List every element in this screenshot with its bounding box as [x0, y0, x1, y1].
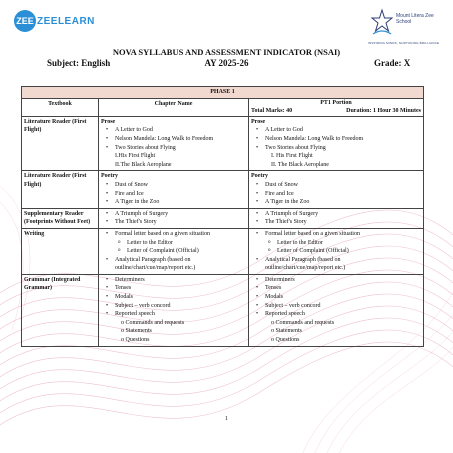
- list-item: I.His First Flight: [115, 153, 156, 160]
- portion-cell: [249, 171, 424, 208]
- textbook-column-header: Textbook: [22, 98, 99, 116]
- portion-cell: [249, 208, 424, 228]
- chapter-list: [101, 230, 246, 273]
- total-marks: Total Marks: 40: [251, 108, 293, 115]
- portion-cell: [249, 274, 424, 346]
- list-item: o Questions: [121, 337, 150, 344]
- list-item: o Letter of Complaint (Official): [251, 247, 421, 256]
- zeelearn-logo-text: ZEELEARN: [37, 15, 95, 27]
- list-item: • A Tiger in the Zoo: [251, 198, 421, 207]
- category-label: Prose: [251, 118, 266, 125]
- list-item: • Dust of Snow: [101, 181, 246, 190]
- list-item: • Modals: [251, 293, 421, 302]
- table-row: [22, 171, 424, 208]
- list-item: • Fire and Ice: [251, 190, 421, 199]
- list-item: • Determiners: [251, 276, 421, 285]
- list-item: • The Thief's Story: [101, 218, 246, 227]
- chapter-list: [101, 210, 246, 227]
- textbook-cell: Literature Reader (First Flight): [22, 116, 99, 171]
- list-item: • The Thief's Story: [251, 218, 421, 227]
- list-item: • Subject – verb concord: [101, 302, 246, 311]
- portion-title: PT1 Portion: [320, 99, 352, 106]
- textbook-cell: Literature Reader (First Flight): [22, 171, 99, 208]
- portion-meta: [251, 107, 421, 116]
- list-item: • Reported speech: [101, 310, 246, 319]
- list-item: I. His First Flight: [271, 153, 313, 160]
- list-item: outline/chart/cue/map/report etc.): [115, 265, 196, 272]
- chapter-list: [101, 276, 246, 345]
- list-item: o Statements: [121, 328, 152, 335]
- list-item: • A Triumph of Surgery: [251, 210, 421, 219]
- list-item: II.The Black Aeroplane: [115, 161, 172, 168]
- school-tagline: INSPIRING MINDS, NURTURING BRILLIANCE: [368, 41, 440, 45]
- chapter-list: [101, 181, 246, 207]
- list-item: • Modals: [101, 293, 246, 302]
- list-item: • Reported speech: [251, 310, 421, 319]
- page-number: 1: [225, 416, 228, 422]
- table-body: [22, 116, 424, 346]
- portion-column-header: [249, 98, 424, 116]
- portion-cell: [249, 228, 424, 274]
- star-emblem-icon: [370, 8, 394, 38]
- list-item: o Commands and requests: [121, 319, 185, 326]
- list-item: • Analytical Paragraph (based on: [251, 256, 421, 265]
- chapter-column-header: Chapter Name: [99, 98, 249, 116]
- list-item: • Tenses: [101, 284, 246, 293]
- table-row: [22, 208, 424, 228]
- phase-label: PHASE 1: [22, 87, 424, 99]
- list-item: • Fire and Ice: [101, 190, 246, 199]
- school-logo: [366, 8, 440, 48]
- chapter-list: [101, 126, 246, 169]
- zee-badge-icon: ZEE: [14, 10, 36, 32]
- list-item: o Statements: [271, 328, 302, 335]
- list-item: • Two Stories about Flying: [251, 144, 421, 153]
- portion-list: [251, 210, 421, 227]
- list-item: • Dust of Snow: [251, 181, 421, 190]
- list-item: • A Tiger in the Zoo: [101, 198, 246, 207]
- category-label: Poetry: [251, 173, 268, 180]
- portion-cell: [249, 116, 424, 171]
- textbook-cell: Grammar (Integrated Grammar): [22, 274, 99, 346]
- list-item: • Subject – verb concord: [251, 302, 421, 311]
- list-item: o Questions: [271, 337, 300, 344]
- textbook-cell: Writing: [22, 228, 99, 274]
- chapter-cell: [99, 228, 249, 274]
- list-item: • Two Stories about Flying: [101, 144, 246, 153]
- portion-list: [251, 181, 421, 207]
- list-item: • A Letter to God: [251, 126, 421, 135]
- academic-year-label: AY 2025-26: [204, 58, 249, 68]
- zeelearn-logo: [14, 10, 95, 32]
- list-item: • Tenses: [251, 284, 421, 293]
- table-row: [22, 116, 424, 171]
- duration: Duration: 1 Hour 30 Minutes: [346, 108, 422, 115]
- list-item: • Nelson Mandela: Long Walk to Freedom: [251, 135, 421, 144]
- textbook-cell: Supplementary Reader (Footprints Without Feet): [22, 208, 99, 228]
- list-item: o Letter to the Editor: [251, 239, 421, 248]
- chapter-cell: [99, 208, 249, 228]
- list-item: • Formal letter based on a given situation: [251, 230, 421, 239]
- portion-list: [251, 126, 421, 169]
- list-item: • Formal letter based on a given situation: [101, 230, 246, 239]
- list-item: • Determiners: [101, 276, 246, 285]
- category-label: Poetry: [101, 173, 118, 180]
- table-row: [22, 228, 424, 274]
- list-item: II. The Black Aeroplane: [271, 161, 329, 168]
- list-item: • Analytical Paragraph (based on: [101, 256, 246, 265]
- chapter-cell: [99, 171, 249, 208]
- grade-label: Grade: X: [374, 58, 411, 68]
- phase-row: [22, 87, 424, 99]
- syllabus-table: [21, 86, 424, 347]
- chapter-cell: [99, 274, 249, 346]
- list-item: outline/chart/cue/map/report etc.): [265, 265, 346, 272]
- category-label: Prose: [101, 118, 116, 125]
- subject-label: Subject: English: [47, 58, 111, 68]
- school-name: Mount Litera Zee School: [396, 13, 434, 25]
- document-title: NOVA SYLLABUS AND ASSESSMENT INDICATOR (NSAI): [112, 47, 341, 57]
- list-item: • A Triumph of Surgery: [101, 210, 246, 219]
- list-item: • Nelson Mandela: Long Walk to Freedom: [101, 135, 246, 144]
- table-row: [22, 274, 424, 346]
- portion-list: [251, 276, 421, 345]
- chapter-cell: [99, 116, 249, 171]
- list-item: o Letter to the Editor: [101, 239, 246, 248]
- table-header-row: [22, 98, 424, 116]
- portion-list: [251, 230, 421, 273]
- list-item: o Letter of Complaint (Official): [101, 247, 246, 256]
- list-item: • A Letter to God: [101, 126, 246, 135]
- list-item: o Commands and requests: [271, 319, 335, 326]
